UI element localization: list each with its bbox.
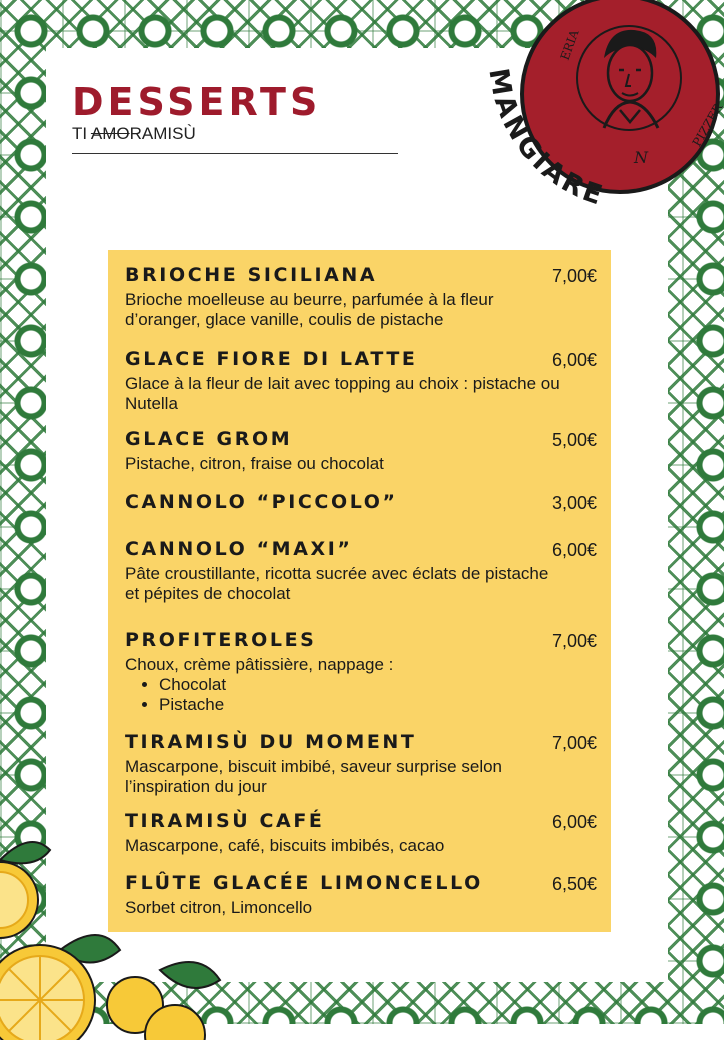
item-description: Mascarpone, biscuit imbibé, saveur surprise selon l’inspiration du jour bbox=[125, 757, 503, 796]
item-description: Glace à la fleur de lait avec topping au choix : pistache ou Nutella bbox=[125, 374, 560, 413]
list-item: • Pistache bbox=[159, 695, 565, 715]
item-price: 7,00€ bbox=[551, 266, 597, 286]
item-description: Brioche moelleuse au beurre, parfumée à la fleur d’oranger, glace vanille, coulis de pistache bbox=[125, 290, 494, 329]
item-description-text: Choux, crème pâtissière, nappage : bbox=[125, 655, 394, 674]
item-description: Mascarpone, café, biscuits imbibés, cacao bbox=[125, 836, 445, 855]
item-description: Pâte croustillante, ricotta sucrée avec éclats de pistache et pépites de chocolat bbox=[125, 564, 549, 603]
logo-monogram: N bbox=[634, 148, 648, 167]
item-name: PROFITEROLES bbox=[125, 629, 317, 651]
item-name: TIRAMISÙ CAFÉ bbox=[125, 810, 325, 832]
logo-ring-text-right: PIZZER bbox=[689, 101, 726, 149]
logo-ring-text-left: ERIA bbox=[557, 27, 582, 63]
item-name: BRIOCHE SICILIANA bbox=[125, 264, 378, 286]
item-price: 7,00€ bbox=[551, 733, 597, 753]
item-name: CANNOLO “MAXI” bbox=[125, 538, 353, 560]
svg-text:MANGIARE bbox=[482, 66, 608, 212]
item-name: TIRAMISÙ DU MOMENT bbox=[125, 731, 417, 753]
citrus-illustration-icon bbox=[0, 800, 240, 1040]
item-name: GLACE FIORE DI LATTE bbox=[125, 348, 418, 370]
subtitle-post: RAMISÙ bbox=[129, 124, 196, 143]
item-description bbox=[125, 655, 565, 715]
item-name: CANNOLO “PICCOLO” bbox=[125, 491, 398, 513]
subtitle-pre: TI bbox=[72, 124, 88, 143]
subtitle-strike: AMO bbox=[90, 124, 130, 143]
item-price: 6,00€ bbox=[551, 812, 597, 832]
item-price: 6,00€ bbox=[551, 540, 597, 560]
item-price: 3,00€ bbox=[551, 493, 597, 513]
item-name: GLACE GROM bbox=[125, 428, 293, 450]
item-price: 7,00€ bbox=[551, 631, 597, 651]
option-list bbox=[159, 675, 565, 715]
item-price: 5,00€ bbox=[551, 430, 597, 450]
header-divider bbox=[72, 153, 398, 154]
item-price: 6,50€ bbox=[551, 874, 597, 894]
item-name: FLÛTE GLACÉE LIMONCELLO bbox=[125, 872, 483, 894]
brand-arc-text bbox=[470, 50, 670, 250]
item-description: Pistache, citron, fraise ou chocolat bbox=[125, 454, 384, 473]
item-description: Sorbet citron, Limoncello bbox=[125, 898, 313, 917]
item-price: 6,00€ bbox=[551, 350, 597, 370]
brand-name: MANGIARE bbox=[482, 66, 609, 213]
page-subtitle bbox=[72, 124, 196, 144]
page-title: DESSERTS bbox=[72, 80, 322, 124]
list-item: • Chocolat bbox=[159, 675, 565, 695]
